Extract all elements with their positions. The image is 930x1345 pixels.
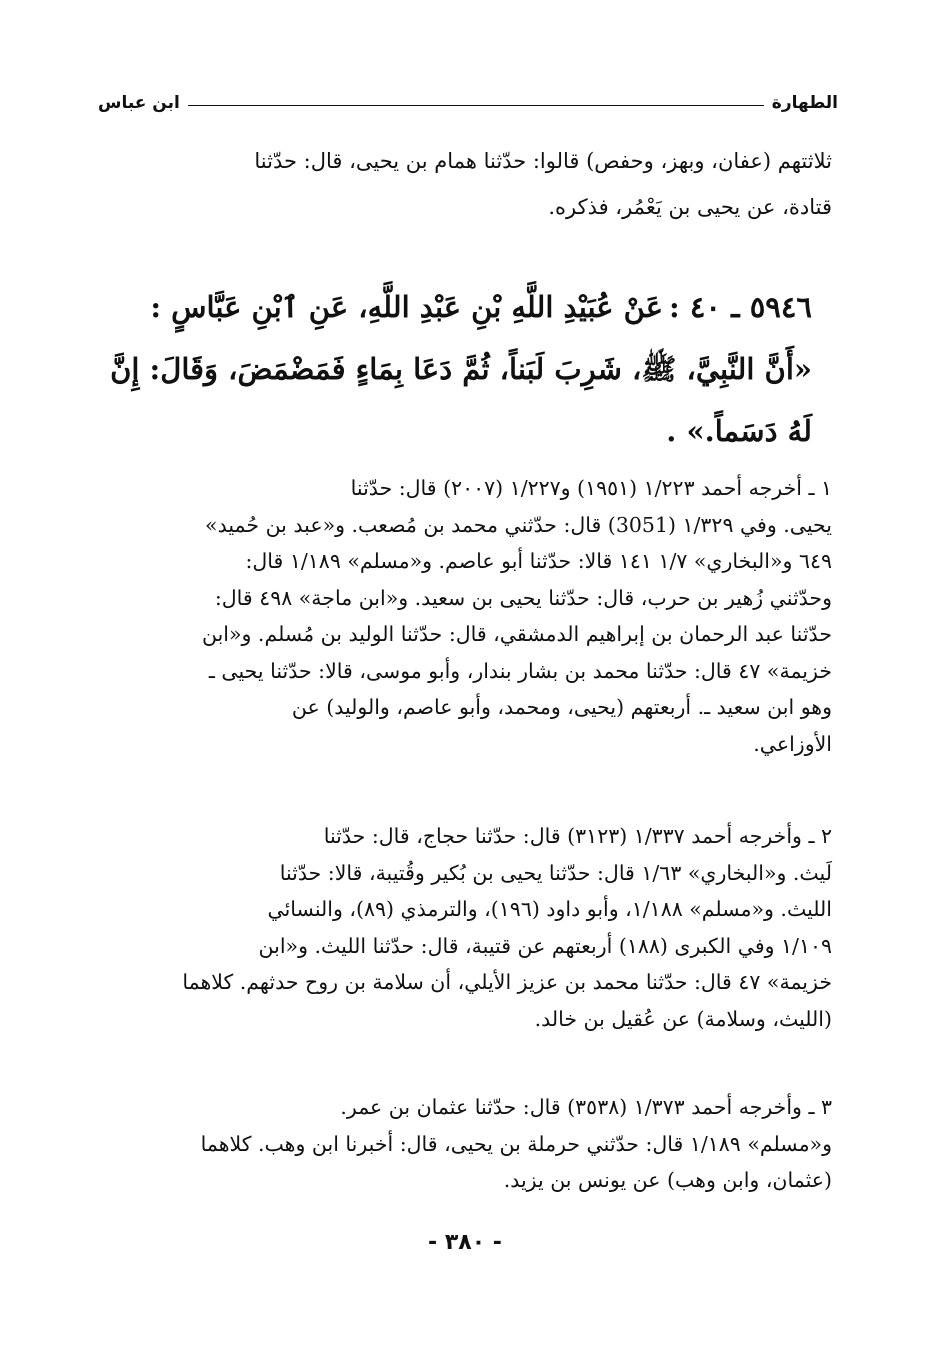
- header-rule: [188, 105, 764, 106]
- chapter-title: الطهارة: [771, 93, 838, 113]
- footnote-line: (عثمان، وابن وهب) عن يونس بن يزيد.: [503, 1168, 832, 1192]
- footnote-line: ١ ـ أخرجه أحمد ١/٢٢٣ (١٩٥١) و١/٢٢٧ (٢٠٠٧) قال: حدّثنا: [350, 476, 832, 500]
- running-header: [98, 88, 838, 118]
- hadith-chain: عَنْ عُبَيْدِ اللَّهِ بْنِ عَبْدِ اللَّهِ، عَنِ ٱبْنِ عَبَّاسٍ :: [150, 290, 664, 324]
- intro-paragraph: [98, 138, 832, 230]
- footnote-line: وهو ابن سعيد ـ. أربعتهم (يحيى، ومحمد، وأبو عاصم، والوليد) عن: [291, 695, 832, 719]
- footnote-line: ١/١٠٩ وفي الكبرى (١٨٨) أربعتهم عن قتيبة، قال: حدّثنا الليث. و«ابن: [258, 933, 832, 958]
- footnote-line: يحيى. وفي ١/٣٢٩ (3051) قال: حدّثني محمد بن مُصعب. و«عبد بن حُميد»: [205, 512, 832, 537]
- footnote-3: [98, 1089, 832, 1199]
- intro-line: ثلاثتهم (عفان، وبهز، وحفص) قالوا: حدّثنا همام بن يحيى، قال: حدّثنا: [254, 149, 832, 173]
- footnote-line: و«مسلم» ١/١٨٩ قال: حدّثني حرملة بن يحيى، قال: أخبرنا ابن وهب. كلاهما: [200, 1131, 832, 1156]
- footnote-line: الليث. و«مسلم» ١/١٨٨، وأبو داود (١٩٦)، والترمذي (٨٩)، والنسائي: [267, 897, 832, 921]
- footnote-line: خزيمة» ٤٧ قال: حدّثنا محمد بن عزيز الأيلي، أن سلامة بن روح حدثهم. كلاهما: [182, 970, 832, 994]
- hadith-line: لَهُ دَسَماً.» .: [666, 414, 812, 448]
- footnote-line: حدّثنا عبد الرحمان بن إبراهيم الدمشقي، قال: حدّثنا الوليد بن مُسلم. و«ابن: [201, 622, 832, 646]
- intro-line: قتادة، عن يحيى بن يَعْمُر، فذكره.: [548, 195, 832, 219]
- section-author: ابن عباس: [98, 93, 180, 113]
- footnote-line: ٢ ـ وأخرجه أحمد ١/٣٣٧ (٣١٢٣) قال: حدّثنا حجاج، قال: حدّثنا: [323, 824, 832, 848]
- footnote-line: وحدّثني زُهير بن حرب، قال: حدّثنا يحيى بن سعيد. و«ابن ماجة» ٤٩٨ قال:: [214, 585, 832, 610]
- hadith-line: [106, 276, 812, 338]
- hadith-line: «أَنَّ النَّبِيَّ، ﷺ، شَرِبَ لَبَناً، ثُمَّ دَعَا بِمَاءٍ فَمَضْمَضَ، وَقَالَ: إِنَّ: [110, 352, 812, 386]
- footnote-2: [98, 818, 832, 1037]
- footnote-line: الأوزاعي.: [753, 731, 832, 756]
- hadith-number: ٥٩٤٦ ـ ٤٠ :: [669, 290, 812, 324]
- footnote-line: لَيث. و«البخاري» ١/٦٣ قال: حدّثنا يحيى بن بُكير وقُتيبة، قالا: حدّثنا: [279, 860, 832, 885]
- footnote-line: ٦٤٩ و«البخاري» ١/٧ ١٤١ قالا: حدّثنا أبو عاصم. و«مسلم» ١/١٨٩ قال:: [245, 549, 832, 573]
- page-number: - ٣٨٠ -: [428, 1230, 502, 1255]
- footnote-1: [98, 470, 832, 762]
- footnote-line: خزيمة» ٤٧ قال: حدّثنا محمد بن بشار بندار، وأبو موسى، قالا: حدّثنا يحيى ـ: [208, 658, 832, 683]
- hadith-text: [106, 276, 812, 462]
- footnote-line: (الليث، وسلامة) عن عُقيل بن خالد.: [534, 1006, 832, 1031]
- footnote-line: ٣ ـ وأخرجه أحمد ١/٣٧٣ (٣٥٣٨) قال: حدّثنا عثمان بن عمر.: [340, 1095, 832, 1119]
